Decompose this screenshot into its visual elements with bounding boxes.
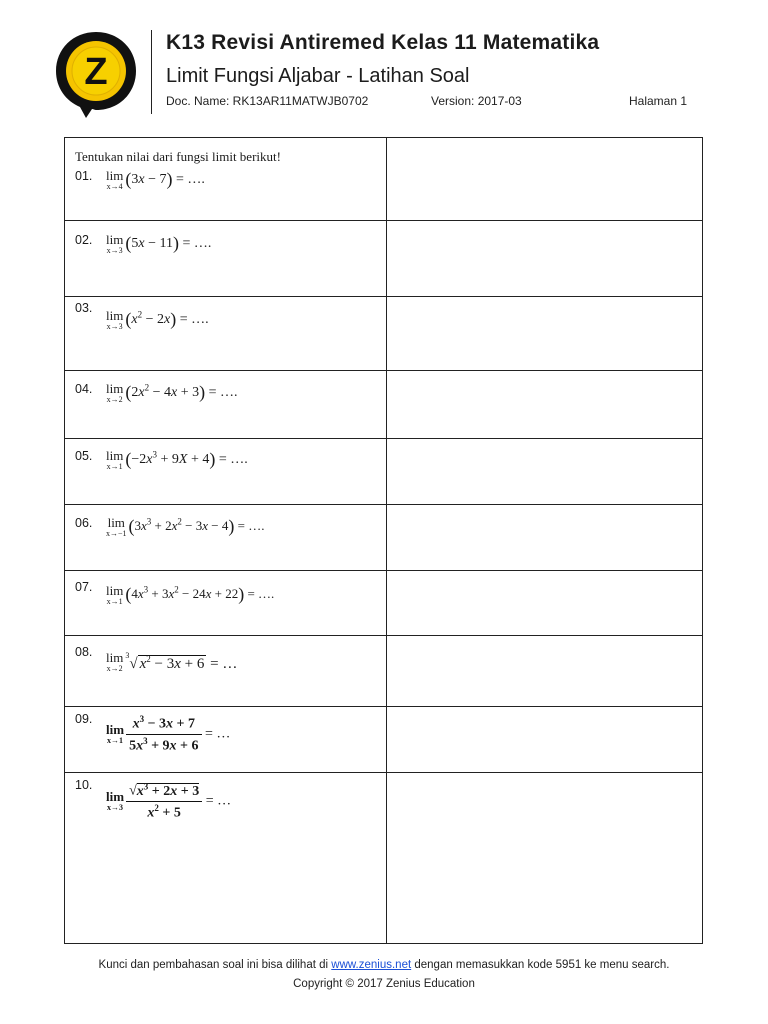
table-row — [65, 297, 702, 371]
question-04: 04. lim x→2 $(2x^2 - 4x + 3)$ = …. — [75, 381, 238, 404]
table-row — [65, 571, 702, 636]
document-title: K13 Revisi Antiremed Kelas 11 Matematika — [166, 31, 600, 54]
doc-version: Version: 2017-03 — [431, 94, 522, 108]
instruction-text: Tentukan nilai dari fungsi limit berikut! — [75, 149, 281, 164]
question-05: 05. lim x→1 $(-2x^3 + 9X + 4)$ = …. — [75, 448, 248, 471]
header-divider — [151, 30, 152, 114]
table-row — [65, 707, 702, 773]
page-number: Halaman 1 — [629, 94, 688, 108]
table-row — [65, 505, 702, 571]
zenius-link[interactable]: www.zenius.net — [331, 959, 412, 971]
table-row — [65, 636, 702, 707]
table-row — [65, 439, 702, 505]
question-09: 09. lim x→1 $\frac{x^3 - 3x + 7}{5x^3 + 9x + 6}$ = … — [75, 712, 231, 754]
question-03: 03. lim x→3 $(x^2 - 2x)$ = …. — [75, 301, 209, 331]
question-06: 06. lim x→−1 $(3x^3 + 2x^2 - 3x - 4)$ = …. — [75, 515, 265, 538]
zenius-logo — [52, 28, 140, 120]
question-01: 01. lim x→4 (3x − 7) = …. — [75, 168, 205, 191]
table-row — [65, 221, 702, 297]
document-subtitle: Limit Fungsi Aljabar - Latihan Soal — [166, 65, 470, 87]
logo-letter: Z — [84, 51, 108, 93]
table-row — [65, 371, 702, 439]
question-02: 02. lim x→3 (5x − 11) = …. — [75, 232, 212, 255]
doc-name: Doc. Name: RK13AR11MATWJB0702 — [166, 94, 369, 108]
question-08: 08. lim x→2 $^3$√ $x^2 - 3x + 6$ = … — [75, 645, 238, 673]
table-row — [65, 138, 702, 221]
question-table — [64, 137, 703, 944]
question-10: 10. lim x→3 $\frac{√x^3 + 2x + 3}{x^2 + 5}$ = … — [75, 778, 232, 821]
footer-note: Kunci dan pembahasan soal ini bisa dilihat di www.zenius.net dengan memasukkan kode 5951 ke menu search. — [98, 959, 670, 971]
copyright: Copyright © 2017 Zenius Education — [293, 978, 475, 990]
question-07: 07. lim x→1 $(4x^3 + 3x^2 - 24x + 22)$ = …. — [75, 580, 275, 606]
table-row — [65, 773, 702, 945]
